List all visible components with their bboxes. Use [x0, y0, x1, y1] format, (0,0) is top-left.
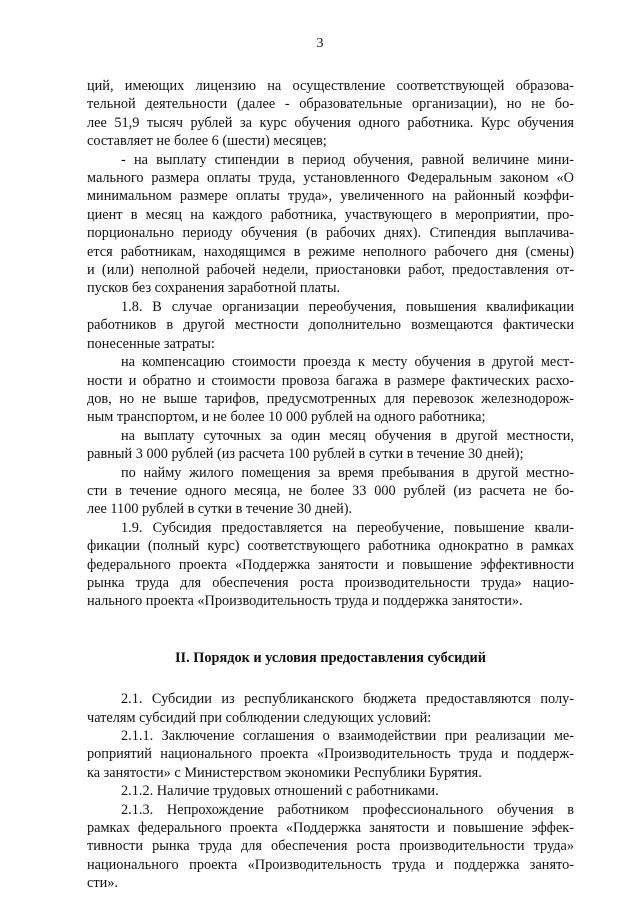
text-line: 2.1.1. Заключение соглашения о взаимодействии при реализации ме- [121, 728, 574, 744]
text-line: чателям субсидий при соблюдении следующих условий: [87, 709, 432, 726]
text-line: на компенсацию стоимости проезда к месту обучения в другой мест- [121, 354, 574, 371]
text-line: рамках федерального проекта «Поддержка занятости и повышение эффек- [87, 820, 574, 837]
text-line: сти». [87, 875, 118, 892]
paragraph-travel [87, 353, 574, 427]
text-line: понесенные затраты: [87, 335, 215, 352]
text-line: циент в месяц на каждого работника, участвующего в мероприятии, про- [87, 206, 574, 223]
text-line: тивности рынка труда для обеспечения роста производительности труда» [87, 838, 574, 855]
text-line: ка занятости» с Министерством экономики Республики Бурятия. [87, 764, 482, 781]
section-heading: II. Порядок и условия предоставления субсидий [174, 649, 487, 666]
paragraph-2-1 [87, 690, 574, 727]
text-line: и (или) неполной рабочей недели, приостановки работ, предоставления от- [87, 262, 574, 279]
text-line: ется работникам, находящимся в режиме неполного рабочего дня (смены) [87, 243, 574, 260]
text-line: национального проекта «Производительность труда и поддержка занято- [87, 856, 574, 873]
text-line: 1.8. В случае организации переобучения, повышения квалификации [121, 298, 574, 315]
text-line: сти в течение одного месяца, не более 33 000 рублей (из расчета не бо- [87, 482, 574, 499]
text-line: лее 51,9 тысяч рублей за курс обучения одного работника. Курс обучения [87, 114, 574, 131]
paragraph-1-6-continuation [87, 77, 574, 151]
text-line: федерального проекта «Поддержка занятости и повышение эффективности [87, 556, 574, 573]
text-line: - на выплату стипендии в период обучения, равной величине мини- [121, 151, 574, 168]
text-line: равный 3 000 рублей (из расчета 100 рублей в сутки в течение 30 дней); [87, 446, 524, 463]
text-line: дов, но не выше тарифов, предусмотренных для перевозок железнодорож- [87, 390, 574, 407]
text-line: составляет не более 6 (шести) месяцев; [87, 133, 327, 150]
paragraph-housing [87, 464, 574, 519]
text-line: фикации (полный курс) соответствующего работника однократно в рамках [87, 538, 574, 555]
text-line: лее 1100 рублей в сутки в течение 30 дней). [87, 501, 353, 518]
text-line: роприятий национального проекта «Производительность труда и поддерж- [87, 746, 574, 763]
paragraph-2-1-1 [87, 727, 574, 782]
text-line: порционально периоду обучения (в рабочих днях). Стипендия выплачива- [87, 225, 574, 242]
text-line: минимальном размере оплаты труда», увеличенного на районный коэффи- [87, 188, 574, 205]
paragraph-2-1-3 [87, 801, 574, 893]
text-line: ций, имеющих лицензию на осуществление соответствующей образова- [87, 78, 574, 94]
paragraph-1-8 [87, 298, 574, 353]
text-line: ности и обратно и стоимости провоза багажа в размере фактических расхо- [87, 372, 574, 389]
text-line: ным транспортом, и не более 10 000 рублей на одного работника; [87, 409, 486, 426]
text-line: работников в другой местности дополнительно возмещаются фактически [87, 317, 574, 334]
text-line: нального проекта «Производительность труда и поддержка занятости». [87, 593, 523, 610]
text-line: рынка труда для обеспечения роста производительности труда» нацио- [87, 574, 574, 591]
text-line: тельной деятельности (далее - образовательные организации), но не бо- [87, 96, 574, 113]
paragraph-stipend [87, 151, 574, 298]
document-body [87, 77, 574, 893]
text-line: 2.1. Субсидии из республиканского бюджета предоставляются полу- [121, 691, 574, 708]
paragraph-1-9 [87, 519, 574, 611]
text-line: по найму жилого помещения за время пребывания в другой местно- [121, 464, 574, 481]
text-line: мального размера оплаты труда, установленного Федеральным законом «О [87, 170, 574, 187]
paragraph-daily-allowance [87, 427, 574, 464]
text-line: пусков без сохранения заработной платы. [87, 280, 341, 297]
text-line: 1.9. Субсидия предоставляется на переобучение, повышение квали- [121, 519, 574, 536]
text-line: на выплату суточных за один месяц обучения в другой местности, [121, 427, 574, 444]
text-line: 2.1.3. Непрохождение работником профессионального обучения в [121, 801, 574, 818]
page-number: 3 [316, 36, 324, 51]
text-line: 2.1.2. Наличие трудовых отношений с работниками. [121, 783, 439, 800]
paragraph-2-1-2 [87, 782, 574, 800]
